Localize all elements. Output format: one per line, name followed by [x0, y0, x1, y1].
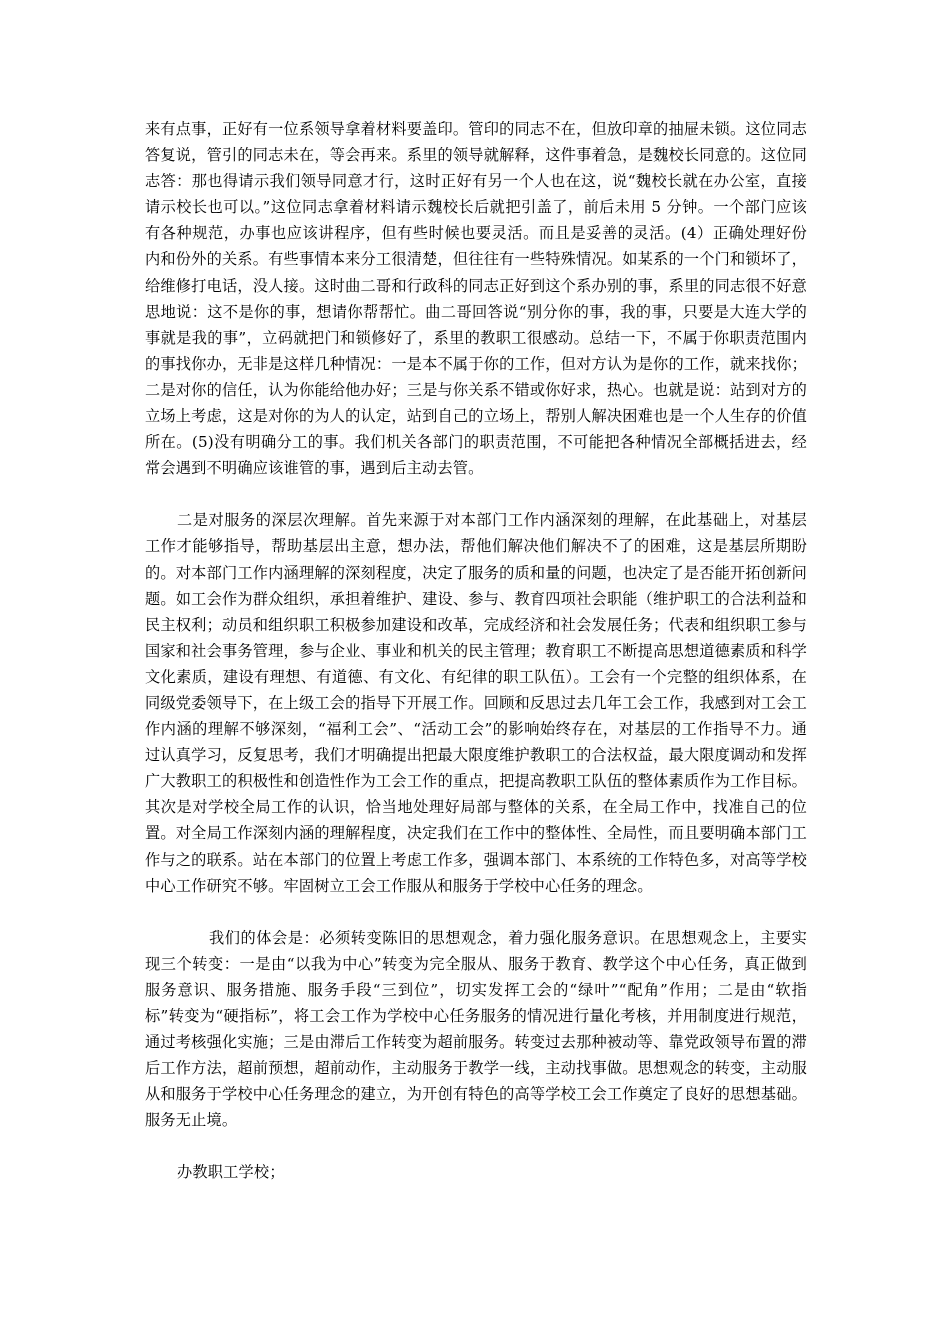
paragraph-3: 我们的体会是：必须转变陈旧的思想观念，着力强化服务意识。在思想观念上，主要实现三个转变：一是由“以我为中心”转变为完全服从、服务于教育、教学这个中心任务，真正做到服务意识、服务措施、服务手段“三到位”，切实发挥工会的“绿叶”“配角”作用；二是由“软指标”转变为“硬指标”，将工会工作为学校中心任务服务的情况进行量化考核，并用制度进行规范，通过考核强化实施；三是由滞后工作转变为超前服务。转变过去那种被动等、靠党政领导布置的滞后工作方法，超前预想，超前动作，主动服务于教学一线，主动找事做。思想观念的转变，主动服从和服务于学校中心任务理念的建立，为开创有特色的高等学校工会工作奠定了良好的思想基础。服务无止境。 [145, 928, 807, 1130]
paragraph-1: 来有点事，正好有一位系领导拿着材料要盖印。管印的同志不在，但放印章的抽屉未锁。这位同志答复说，管引的同志未在，等会再来。系里的领导就解释，这件事着急，是魏校长同意的。这位同志答：那也得请示我们领导同意才行，这时正好有另一个人也在这，说“魏校长就在办公室，直接请示校长也可以。”这位同志拿着材料请示魏校长后就把引盖了，前后未用 5 分钟。一个部门应该有各种规范，办事也应该讲程序，但有些时候也要灵活。而且是妥善的灵活。(4）正确处理好份内和份外的关系。有些事情本来分工很清楚，但往往有一些特殊情况。如某系的一个门和锁坏了，给维修打电话，没人接。这时曲二哥和行政科的同志正好到这个系办别的事，系里的同志很不好意思地说：这不是你的事，想请你帮帮忙。曲二哥回答说“别分你的事，我的事，只要是大连大学的事就是我的事”，立码就把门和锁修好了，系里的教职工很感动。总结一下，不属于你职责范围内的事找你办，无非是这样几种情况：一是本不属于你的工作，但对方认为是你的工作，就来找你；二是对你的信任，认为你能给他办好；三是与你关系不错或你好求，热心。也就是说：站到对方的立场上考虑，这是对你的为人的认定，站到自己的立场上，帮别人解决困难也是一个人生存的价值所在。(5)没有明确分工的事。我们机关各部门的职责范围，不可能把各种情况全部概括进去，经常会遇到不明确应该谁管的事，遇到后主动去管。 [145, 120, 807, 478]
paragraph-2: 二是对服务的深层次理解。首先来源于对本部门工作内涵深刻的理解，在此基础上，对基层工作才能够指导，帮助基层出主意，想办法，帮他们解决他们解决不了的困难，这是基层所期盼的。对本部门工作内涵理解的深刻程度，决定了服务的质和量的问题，也决定了是否能开拓创新问题。如工会作为群众组织，承担着维护、建设、参与、教育四项社会职能（维护职工的合法利益和民主权利；动员和组织职工积极参加建设和改革，完成经济和社会发展任务；代表和组织职工参与国家和社会事务管理，参与企业、事业和机关的民主管理；教育职工不断提高思想道德素质和科学文化素质，建设有理想、有道德、有文化、有纪律的职工队伍）。工会有一个完整的组织体系，在同级党委领导下，在上级工会的指导下开展工作。回顾和反思过去几年工会工作，我感到对工会工作内涵的理解不够深刻，“福利工会”、“活动工会”的影响始终存在，对基层的工作指导不力。通过认真学习，反复思考，我们才明确提出把最大限度维护教职工的合法权益，最大限度调动和发挥广大教职工的积极性和创造性作为工会工作的重点，把提高教职工队伍的整体素质作为工作目标。其次是对学校全局工作的认识，恰当地处理好局部与整体的关系，在全局工作中，找准自己的位置。对全局工作深刻内涵的理解程度，决定我们在工作中的整体性、全局性，而且要明确本部门工作与之的联系。站在本部门的位置上考虑工作多，强调本部门、本系统的工作特色多，对高等学校中心工作研究不够。牢固树立工会工作服从和服务于学校中心任务的理念。 [145, 511, 807, 895]
document-body [145, 116, 807, 1186]
paragraph-4: 办教职工学校； [177, 1163, 285, 1182]
